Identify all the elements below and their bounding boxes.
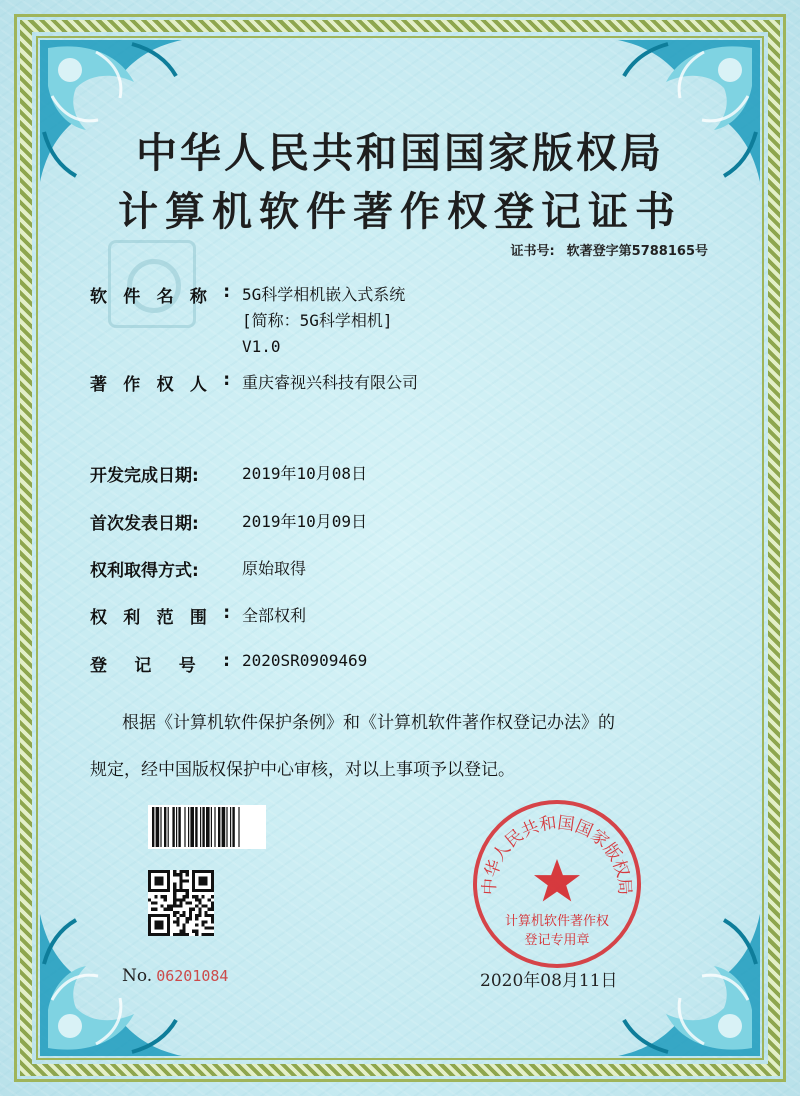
certificate-title: 计算机软件著作权登记证书	[118, 188, 682, 235]
field-value: 2020SR0909469	[242, 651, 368, 670]
official-seal	[470, 797, 644, 971]
field-value: 2019年10月09日	[242, 512, 368, 531]
qr-code-icon	[148, 870, 214, 936]
certificate-number-value: 软著登字第5788165号	[566, 244, 708, 259]
issuing-authority: 中华人民共和国国家版权局	[136, 129, 664, 177]
serial-number-value: 06201084	[156, 967, 229, 985]
field-value: 重庆睿视兴科技有限公司	[242, 373, 419, 392]
barcode-icon	[148, 805, 266, 849]
issue-date: 2020年08月11日	[480, 971, 618, 991]
statement-line-1: 根据《计算机软件保护条例》和《计算机软件著作权登记办法》的	[122, 713, 615, 733]
seal-star-icon	[534, 859, 580, 902]
field-value: 原始取得	[242, 559, 307, 578]
software-short-name-line: [简称：5G科学相机]	[242, 311, 393, 330]
field-label: 首次发表日期:	[90, 514, 199, 534]
field-label: 著 作 权 人 :	[90, 370, 230, 395]
software-version-line: V1.0	[242, 337, 281, 356]
software-name-line: 5G科学相机嵌入式系统	[242, 285, 406, 304]
field-value: 2019年10月08日	[242, 464, 368, 483]
field-label: 开发完成日期:	[90, 466, 199, 486]
seal-inner-line-1: 计算机软件著作权	[504, 914, 610, 929]
field-value: 全部权利	[242, 606, 307, 625]
statement-line-2: 规定，经中国版权保护中心审核，对以上事项予以登记。	[90, 760, 515, 780]
field-label: 权利取得方式:	[90, 561, 199, 581]
field-label: 权 利 范 围 :	[90, 603, 230, 628]
seal-inner-line-2: 登记专用章	[524, 933, 590, 948]
serial-number	[122, 966, 228, 986]
field-value	[242, 282, 405, 360]
seal-ring-text: 中华人民共和国国家版权局	[479, 813, 635, 896]
serial-number-prefix: No.	[122, 966, 153, 986]
certificate-number-label: 证书号:	[510, 244, 555, 259]
field-label: 软 件 名 称 :	[90, 282, 230, 307]
certificate-number	[510, 240, 708, 259]
field-label: 登 记 号 :	[90, 651, 230, 676]
